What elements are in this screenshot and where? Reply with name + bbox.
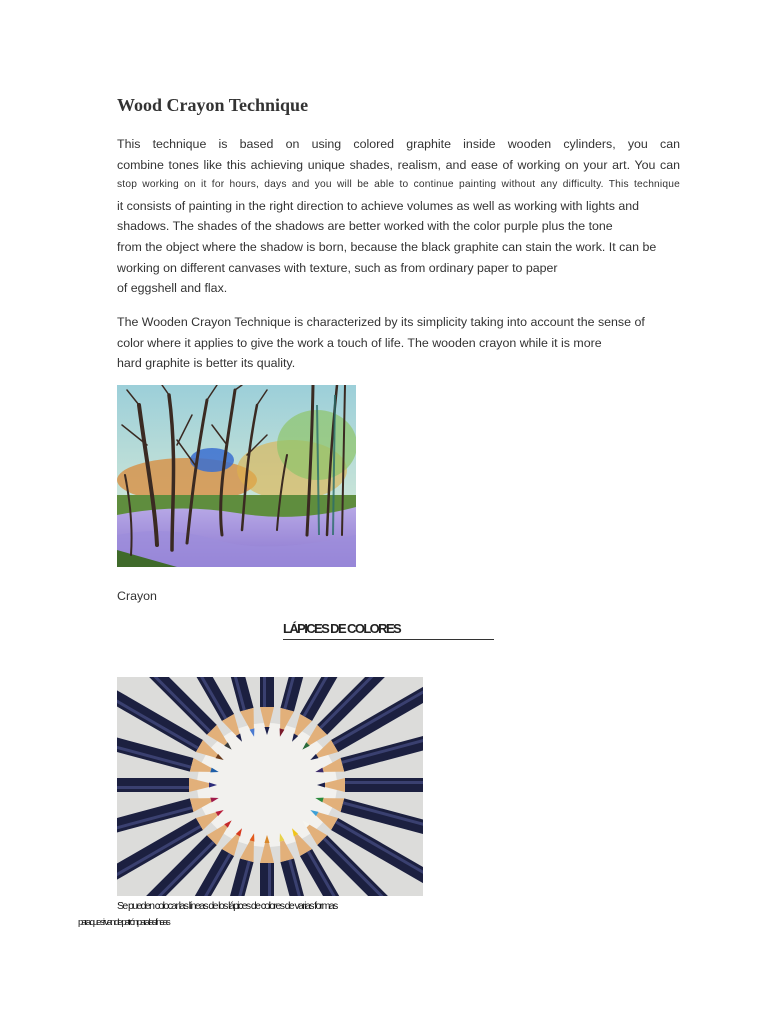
landscape-illustration: [117, 385, 356, 567]
landscape-crayon-drawing-image: [117, 385, 356, 567]
paragraph-line: This technique is based on using colored graphite inside wooden cylinders, you can: [117, 137, 680, 151]
paragraph-line: The Wooden Crayon Technique is characterized by its simplicity taking into account the sense of: [117, 315, 645, 329]
garbled-text-line: para que sirvan de patrón para las líneas: [78, 917, 169, 928]
section-heading: LÁPICES DE COLORES: [283, 621, 494, 640]
paragraph-line: of eggshell and flax.: [117, 281, 228, 296]
paragraph-line: hard graphite is better its quality.: [117, 356, 296, 371]
colored-pencils-illustration: [117, 677, 423, 896]
paragraph-characterization: [117, 312, 680, 374]
colored-pencils-circle-image: [117, 677, 423, 896]
paragraph-line: working on different canvases with texture, such as from ordinary paper to paper: [117, 260, 558, 275]
garbled-text-line: Se pueden colocar las líneas de los lápices de colores de varias formas: [117, 900, 337, 912]
paragraph-line: combine tones like this achieving unique shades, realism, and ease of working on your art. You can: [117, 157, 680, 172]
paragraph-line: shadows. The shades of the shadows are better worked with the color purple plus the tone: [117, 219, 613, 234]
article-title: Wood Crayon Technique: [117, 95, 309, 115]
paragraph-line: stop working on it for hours, days and you will be able to continue painting without any difficulty. This technique: [117, 179, 680, 191]
paragraph-technique-description: [117, 134, 680, 299]
paragraph-line: color where it applies to give the work a touch of life. The wooden crayon while it is more: [117, 335, 602, 350]
paragraph-line: it consists of painting in the right direction to achieve volumes as well as working with lights and: [117, 198, 640, 213]
paragraph-line: from the object where the shadow is born, because the black graphite can stain the work. It can be: [117, 239, 657, 254]
image-caption: Crayon: [117, 589, 157, 603]
